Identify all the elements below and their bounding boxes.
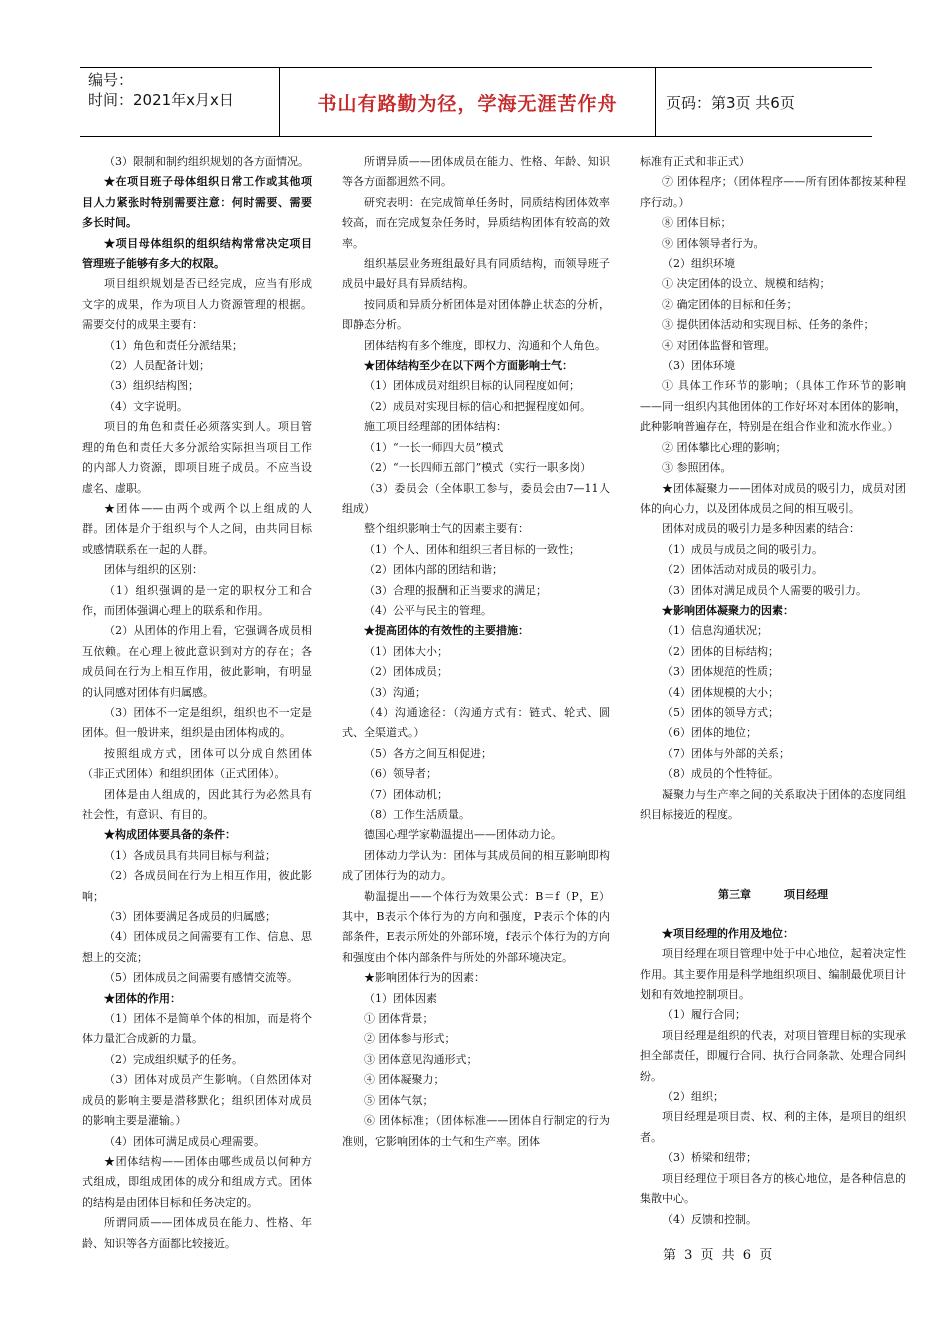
paragraph: （3）限制和制约组织规划的各方面情况。 (104, 155, 309, 168)
paragraph: （6）团体的地位； (662, 726, 757, 740)
paragraph: 所谓同质——团体成员在能力、性格、年龄、知识等各方面都比较接近。 (82, 1216, 312, 1250)
paragraph: ③ 参照团体。 (662, 461, 732, 475)
number-label: 编号： (88, 71, 134, 89)
paragraph: （1）团体成员对组织目标的认同程度如何； (364, 379, 580, 393)
paragraph: 团体动力学认为：团体与其成员间的相互影响即构成了团体行为的动力。 (342, 848, 610, 883)
paragraph: ② 团体攀比心理的影响； (662, 440, 787, 454)
paragraph: ★团体——由两个或两个以上组成的人群。团体是介于组织与个人之间，由共同目标或感情联系在一起的人群。 (82, 501, 312, 556)
text-column-1 (82, 152, 312, 1254)
paragraph: 勒温提出——个体行为效果公式：B＝f（P，E）其中，B表示个体行为的方向和强度，P表示个体的内部条件，E表示所处的外部环境，f表示个体行为的方向和强度由个体内部条件与所处的外部环境决定。 (342, 889, 610, 964)
paragraph: （2）从团体的作用上看，它强调各成员相互依赖。在心理上彼此意识到对方的存在；各成员间在行为上相互作用，彼此影响，有明显的认同感对团体有归属感。 (82, 624, 312, 699)
paragraph: 团体是由人组成的，因此其行为必然具有社会性，有意识、有目的。 (82, 787, 312, 821)
paragraph: ⑧ 团体目标； (662, 216, 732, 230)
section-heading: ★团体的作用： (104, 991, 181, 1005)
paragraph: （3）组织结构图； (104, 379, 199, 393)
paragraph: ⑥ 团体标准；（团体标准——团体自行制定的行为准则，它影响团体的士气和生产率。团体 (342, 1114, 610, 1148)
paragraph: 项目经理在项目管理中处于中心地位，起着决定性作用。其主要作用是科学地组织项目、编制最优项目计划和有效地控制项目。 (640, 947, 906, 1002)
paragraph: （3）沟通； (364, 685, 426, 699)
paragraph: （4）团体规模的大小； (662, 685, 779, 699)
paragraph: ① 具体工作环节的影响；（具体工作环节的影响——同一组织内其他团体的工作好坏对本团体的影响，此种影响普遍存在，特别是在组合作业和流水作业。） (640, 379, 906, 434)
paragraph: （1）团体因素 (364, 991, 437, 1005)
paragraph: （3）委员会（全体职工参与，委员会由7—11人组成） (342, 481, 610, 515)
paragraph: 整个组织影响士气的因素主要有： (364, 522, 529, 536)
paragraph: （8）工作生活质量。 (364, 808, 470, 821)
paragraph: （2）团体内部的团结和谐； (364, 563, 503, 577)
paragraph: （1）各成员具有共同目标与利益； (104, 848, 276, 862)
paragraph: ② 团体参与形式； (364, 1032, 456, 1046)
paragraph: ★在项目班子母体组织日常工作或其他项目人力紧张时特别需要注意：何时需要、需要多长时间。 (82, 175, 312, 230)
paragraph: 德国心理学家勒温提出——团体动力论。 (364, 828, 562, 842)
section-heading: ★团体结构至少在以下两个方面影响士气： (364, 359, 573, 373)
paragraph: （3）团体要满足各成员的归属感； (104, 910, 276, 924)
paragraph: ① 决定团体的设立、规模和结构； (662, 277, 831, 291)
paragraph: （8）成员的个性特征。 (662, 767, 779, 781)
section-heading: ★项目经理的作用及地位： (662, 926, 794, 940)
paragraph: （4）沟通途径：（沟通方式有：链式、轮式、圆式、全渠道式。） (342, 705, 610, 740)
paragraph: 项目经理位于项目各方的核心地位，是各种信息的集散中心。 (640, 1171, 906, 1206)
paragraph: ⑨ 团体领导者行为。 (662, 236, 765, 250)
text-column-2 (342, 152, 610, 1152)
paragraph: （4）团体成员之间需要有工作、信息、思想上的交流； (82, 930, 312, 964)
paragraph: （4）团体可满足成员心理需要。 (104, 1134, 265, 1148)
paragraph: 团体结构有多个维度，即权力、沟通和个人角色。 (364, 338, 606, 352)
chapter-title: 第三章 项目经理 (718, 888, 828, 902)
paragraph: （1）角色和责任分派结果； (104, 338, 243, 352)
paragraph: （1）个人、团体和组织三者目标的一致性； (364, 542, 580, 556)
paragraph: （4）文字说明。 (104, 399, 188, 413)
paragraph: 项目的角色和责任必须落实到人。项目管理的角色和责任大多分派给实际担当项目工作的内部人力资源，即项目班子成员。不应当设虚名、虚职。 (82, 420, 312, 495)
paragraph: 研究表明：在完成简单任务时，同质结构团体效率较高，而在完成复杂任务时，异质结构团体有较高的效率。 (342, 195, 610, 250)
paragraph: ③ 提供团体活动和实现目标、任务的条件； (662, 318, 875, 332)
paragraph: （2）团体活动对成员的吸引力。 (662, 563, 823, 577)
paragraph: （3）团体对满足成员个人需要的吸引力。 (662, 583, 867, 597)
paragraph: （1）成员与成员之间的吸引力。 (662, 542, 823, 556)
paragraph: （7）团体动机； (364, 787, 448, 801)
spacer (640, 825, 906, 865)
paragraph: （2）组织环境 (662, 257, 735, 271)
time-label: 时间：2021年x月x日 (88, 91, 234, 109)
paragraph: （1）履行合同； (662, 1008, 746, 1022)
paragraph: （2）组织； (662, 1090, 724, 1104)
paragraph: ⑦ 团体程序；（团体程序——所有团体都按某种程序行动。） (640, 175, 906, 209)
paragraph: （2）团体成员； (364, 665, 448, 679)
paragraph: （4）公平与民主的管理。 (364, 603, 492, 617)
paragraph: 标准有正式和非正式） (640, 155, 750, 168)
paragraph: 项目组织规划是否已经完成，应当有形成文字的成果，作为项目人力资源管理的根据。需要交付的成果主要有： (82, 277, 312, 332)
section-heading: ★影响团体凝聚力的因素： (662, 603, 794, 617)
paragraph: ② 确定团体的目标和任务； (662, 297, 798, 311)
page-footer: 第 3 页 共 6 页 (663, 1248, 775, 1263)
spacer (640, 906, 906, 924)
paragraph: ③ 团体意见沟通形式； (364, 1052, 478, 1066)
section-heading: ★提高团体的有效性的主要措施： (364, 624, 529, 638)
paragraph: （2）各成员间在行为上相互作用，彼此影响； (82, 869, 312, 903)
paragraph: （2）完成组织赋予的任务。 (104, 1052, 243, 1066)
paragraph: （3）团体环境 (662, 359, 735, 373)
paragraph: （3）团体对成员产生影响。（自然团体对成员的影响主要是潜移默化；组织团体对成员的影响主要是灌输。） (82, 1073, 312, 1128)
paragraph: 按照组成方式，团体可以分成自然团体（非正式团体）和组织团体（正式团体）。 (82, 746, 312, 781)
paragraph: （2）团体的目标结构； (662, 644, 779, 658)
paragraph: （5）各方之间互相促进； (364, 746, 492, 760)
paragraph: ★项目母体组织的组织结构常常决定项目管理班子能够有多大的权限。 (82, 236, 312, 271)
paragraph: ★团体结构——团体由哪些成员以何种方式组成，即组成团体的成分和组成方式。团体的结构是由团体目标和任务决定的。 (82, 1154, 312, 1209)
paragraph: （3）合理的报酬和正当要求的满足； (364, 583, 547, 597)
paragraph: （6）领导者； (364, 767, 437, 781)
paragraph: ★团体凝聚力——团体对成员的吸引力，成员对团体的向心力，以及团体成员之间的相互吸引。 (640, 481, 906, 515)
paragraph: （2）人员配备计划； (104, 359, 210, 373)
header-meta (80, 68, 280, 136)
paragraph: 项目经理是项目责、权、利的主体，是项目的组织者。 (640, 1110, 906, 1144)
paragraph: ★影响团体行为的因素： (364, 971, 485, 985)
paragraph: 团体对成员的吸引力是多种因素的结合： (662, 522, 860, 536)
paragraph: 项目经理是组织的代表，对项目管理目标的实现承担全部责任，即履行合同、执行合同条款、处理合同纠纷。 (640, 1028, 906, 1083)
section-heading: ★构成团体要具备的条件： (104, 828, 236, 842)
paragraph: （1）信息沟通状况； (662, 624, 768, 638)
paragraph: （3）桥梁和纽带； (662, 1151, 757, 1165)
paragraph: （2）“一长四师五部门”模式（实行一职多岗） (364, 461, 592, 475)
paragraph: ④ 团体凝聚力； (364, 1073, 445, 1087)
paragraph: ⑤ 团体气氛； (364, 1093, 434, 1107)
paragraph: 按同质和异质分析团体是对团体静止状态的分析，即静态分析。 (342, 297, 610, 332)
paragraph: ① 团体背景； (364, 1012, 434, 1026)
paragraph: （1）团体不是简单个体的相加，而是将个体力量汇合成新的力量。 (82, 1012, 312, 1046)
paragraph: （3）团体不一定是组织，组织也不一定是团体。但一般讲来，组织是由团体构成的。 (82, 705, 312, 740)
header-motto: 书山有路勤为径，学海无涯苦作舟 (280, 68, 656, 136)
paragraph: （5）团体的领导方式； (662, 705, 779, 719)
paragraph: （5）团体成员之间需要有感情交流等。 (104, 971, 298, 985)
paragraph: （4）反馈和控制。 (662, 1212, 757, 1226)
paragraph: 所谓异质——团体成员在能力、性格、年龄、知识等各方面都迥然不同。 (342, 155, 610, 189)
paragraph: 凝聚力与生产率之间的关系取决于团体的态度同组织目标接近的程度。 (640, 787, 906, 821)
paragraph: 施工项目经理部的团体结构： (364, 420, 507, 434)
paragraph: （2）成员对实现目标的信心和把握程度如何。 (364, 399, 591, 413)
paragraph: （1）组织强调的是一定的职权分工和合作，而团体强调心理上的联系和作用。 (82, 583, 312, 617)
paragraph: （3）团体规范的性质； (662, 665, 779, 679)
paragraph: （7）团体与外部的关系； (662, 746, 790, 760)
page-header (80, 67, 872, 137)
paragraph: （1）团体大小； (364, 644, 448, 658)
paragraph: 团体与组织的区别： (104, 563, 203, 577)
paragraph: 组织基层业务班组最好具有同质结构，而领导班子成员中最好具有异质结构。 (342, 257, 610, 291)
paragraph: ④ 对团体监督和管理。 (662, 338, 776, 352)
text-column-3 (640, 152, 906, 1230)
paragraph: （1）“一长一师四大员”模式 (364, 440, 504, 454)
header-page-number: 页码：第3页 共6页 (666, 93, 795, 112)
